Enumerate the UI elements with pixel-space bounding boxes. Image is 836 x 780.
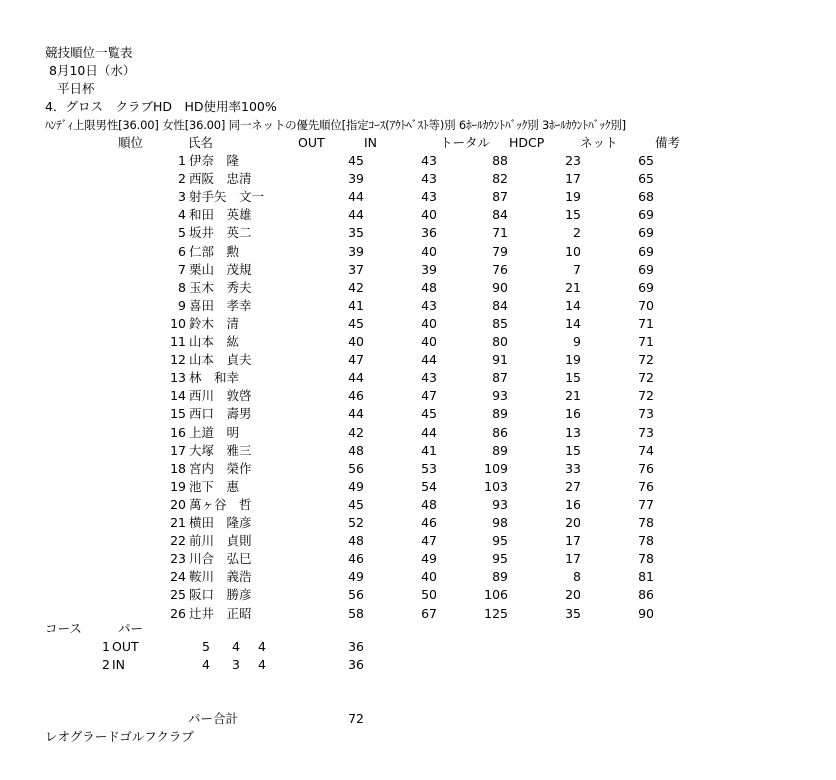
course-par-2: 3 <box>232 657 240 672</box>
cell-out: 39 <box>348 171 364 187</box>
cell-total: 80 <box>492 334 508 349</box>
cell-name: 山本 紘 <box>189 334 240 349</box>
cell-hdcp: 19 <box>565 189 581 205</box>
cell-in: 44 <box>421 352 437 368</box>
cell-net: 65 <box>638 153 654 168</box>
cell-rank: 1 <box>178 153 186 168</box>
cell-out: 52 <box>348 515 364 530</box>
cell-hdcp: 27 <box>565 478 581 494</box>
cell-net: 69 <box>638 261 654 277</box>
cell-total: 90 <box>492 279 508 295</box>
cell-net: 74 <box>638 442 654 458</box>
cell-net: 77 <box>638 496 654 512</box>
cell-net: 78 <box>638 533 654 549</box>
header-rank: 順位 <box>118 135 144 150</box>
cell-net: 73 <box>638 424 654 440</box>
cell-hdcp: 19 <box>565 352 581 368</box>
cell-net: 72 <box>638 370 654 386</box>
doc-title: 競技順位一覧表 <box>45 45 133 60</box>
cell-out: 48 <box>348 442 364 458</box>
cell-out: 42 <box>348 424 364 440</box>
cell-in: 47 <box>421 533 437 549</box>
course-par-3: 4 <box>258 657 266 672</box>
cell-total: 106 <box>484 587 508 603</box>
cell-name: 坂井 英二 <box>189 225 252 241</box>
cell-in: 67 <box>421 605 437 621</box>
header-note: 備考 <box>655 135 681 150</box>
cell-total: 76 <box>492 261 508 277</box>
cell-out: 49 <box>348 478 364 494</box>
cell-in: 40 <box>421 334 437 349</box>
cell-hdcp: 23 <box>565 153 581 168</box>
cell-in: 44 <box>421 424 437 440</box>
cell-total: 95 <box>492 551 508 567</box>
cell-name: 川合 弘巳 <box>189 551 252 567</box>
cell-rank: 8 <box>178 279 186 295</box>
cell-hdcp: 15 <box>565 370 581 386</box>
cell-net: 78 <box>638 551 654 567</box>
doc-date: 8月10日（水） <box>49 63 136 78</box>
cell-hdcp: 8 <box>573 569 581 585</box>
cell-rank: 22 <box>170 533 186 549</box>
cell-in: 54 <box>421 478 437 494</box>
course-name: IN <box>112 657 126 672</box>
cell-total: 98 <box>492 515 508 530</box>
cell-out: 42 <box>348 279 364 295</box>
cell-in: 40 <box>421 243 437 259</box>
cell-total: 89 <box>492 442 508 458</box>
cell-in: 43 <box>421 153 437 168</box>
cell-rank: 12 <box>170 352 186 368</box>
cell-total: 82 <box>492 171 508 187</box>
cell-rank: 14 <box>170 388 186 404</box>
header-total: トータル <box>440 135 491 150</box>
cell-net: 76 <box>638 478 654 494</box>
cell-rank: 16 <box>170 424 186 440</box>
cell-in: 50 <box>421 587 437 603</box>
par-total-value: 72 <box>348 711 364 726</box>
cell-hdcp: 21 <box>565 388 581 404</box>
header-hdcp: HDCP <box>509 135 545 150</box>
course-no: 1 <box>102 639 110 654</box>
cell-in: 40 <box>421 569 437 585</box>
cell-out: 45 <box>348 315 364 331</box>
cell-net: 86 <box>638 587 654 603</box>
cell-net: 71 <box>638 334 654 349</box>
cell-hdcp: 21 <box>565 279 581 295</box>
cell-rank: 2 <box>178 171 186 187</box>
cell-name: 前川 貞則 <box>189 533 252 549</box>
cell-net: 68 <box>638 189 654 205</box>
cell-in: 46 <box>421 515 437 530</box>
cell-rank: 17 <box>170 442 186 458</box>
cell-out: 45 <box>348 496 364 512</box>
cell-rank: 24 <box>170 569 186 585</box>
course-par-2: 4 <box>232 639 240 654</box>
cell-name: 宮内 榮作 <box>189 460 252 476</box>
cell-out: 47 <box>348 352 364 368</box>
cell-net: 65 <box>638 171 654 187</box>
cell-hdcp: 7 <box>573 261 581 277</box>
cell-total: 71 <box>492 225 508 241</box>
cell-total: 89 <box>492 569 508 585</box>
cell-out: 41 <box>348 297 364 313</box>
course-par-total: 36 <box>348 657 364 672</box>
cell-in: 48 <box>421 496 437 512</box>
cell-net: 69 <box>638 279 654 295</box>
cell-in: 43 <box>421 189 437 205</box>
cell-out: 44 <box>348 189 364 205</box>
course-no: 2 <box>102 657 110 672</box>
cell-hdcp: 17 <box>565 551 581 567</box>
cell-out: 49 <box>348 569 364 585</box>
cell-hdcp: 15 <box>565 442 581 458</box>
cell-rank: 6 <box>178 243 186 259</box>
cell-in: 40 <box>421 315 437 331</box>
course-par-1: 5 <box>202 639 210 654</box>
cell-total: 87 <box>492 370 508 386</box>
cell-name: 喜田 孝幸 <box>189 297 252 313</box>
cell-hdcp: 20 <box>565 515 581 530</box>
cell-in: 41 <box>421 442 437 458</box>
cell-in: 39 <box>421 261 437 277</box>
cell-rank: 18 <box>170 460 186 476</box>
cell-rank: 11 <box>170 334 186 349</box>
cell-hdcp: 17 <box>565 171 581 187</box>
cell-total: 109 <box>484 460 508 476</box>
cell-net: 69 <box>638 243 654 259</box>
cell-name: 辻井 正昭 <box>189 605 252 621</box>
cell-out: 39 <box>348 243 364 259</box>
cell-in: 40 <box>421 207 437 223</box>
cell-rank: 13 <box>170 370 186 386</box>
cell-rank: 5 <box>178 225 186 241</box>
cell-hdcp: 16 <box>565 406 581 422</box>
course-par-total: 36 <box>348 639 364 654</box>
header-out: OUT <box>298 135 325 150</box>
cell-name: 池下 惠 <box>189 478 240 494</box>
cell-hdcp: 2 <box>573 225 581 241</box>
course-name: OUT <box>112 639 139 654</box>
cell-net: 76 <box>638 460 654 476</box>
cell-name: 射手矢 文一 <box>189 189 265 205</box>
header-in: IN <box>364 135 378 150</box>
cell-hdcp: 17 <box>565 533 581 549</box>
cell-in: 43 <box>421 297 437 313</box>
cell-in: 47 <box>421 388 437 404</box>
cell-total: 91 <box>492 352 508 368</box>
cell-name: 鈴木 清 <box>189 315 240 331</box>
cell-out: 44 <box>348 370 364 386</box>
header-net: ネット <box>580 135 618 150</box>
header-name: 氏名 <box>188 135 214 150</box>
cell-total: 85 <box>492 315 508 331</box>
cell-in: 48 <box>421 279 437 295</box>
cell-out: 44 <box>348 207 364 223</box>
cell-name: 山本 貞夫 <box>189 352 252 368</box>
cell-name: 伊奈 隆 <box>189 153 240 168</box>
cell-rank: 10 <box>170 315 186 331</box>
cell-hdcp: 14 <box>565 297 581 313</box>
cell-out: 58 <box>348 605 364 621</box>
cell-total: 93 <box>492 388 508 404</box>
cell-rank: 21 <box>170 515 186 530</box>
cell-in: 49 <box>421 551 437 567</box>
club-name: レオグラードゴルフクラブ <box>45 729 194 744</box>
cell-hdcp: 33 <box>565 460 581 476</box>
cell-rank: 26 <box>170 605 186 621</box>
cell-total: 95 <box>492 533 508 549</box>
course-par-1: 4 <box>202 657 210 672</box>
cell-name: 栗山 茂規 <box>189 261 252 277</box>
cell-out: 56 <box>348 587 364 603</box>
cell-net: 72 <box>638 352 654 368</box>
cell-hdcp: 35 <box>565 605 581 621</box>
cell-total: 93 <box>492 496 508 512</box>
par-label: パー <box>118 621 144 636</box>
cell-rank: 23 <box>170 551 186 567</box>
cell-out: 46 <box>348 388 364 404</box>
cell-out: 44 <box>348 406 364 422</box>
cell-in: 36 <box>421 225 437 241</box>
cell-name: 上道 明 <box>189 424 240 440</box>
cell-name: 西阪 忠清 <box>189 171 252 187</box>
cell-rank: 25 <box>170 587 186 603</box>
cell-net: 72 <box>638 388 654 404</box>
course-label: コース <box>45 621 82 636</box>
doc-category: 4．グロス クラブHD HD使用率100% <box>45 99 277 114</box>
cell-total: 84 <box>492 207 508 223</box>
cell-rank: 20 <box>170 496 186 512</box>
cell-total: 89 <box>492 406 508 422</box>
cell-in: 53 <box>421 460 437 476</box>
cell-rank: 4 <box>178 207 186 223</box>
cell-rank: 3 <box>178 189 186 205</box>
cell-hdcp: 14 <box>565 315 581 331</box>
cell-out: 37 <box>348 261 364 277</box>
cell-total: 125 <box>484 605 508 621</box>
cell-net: 90 <box>638 605 654 621</box>
cell-net: 78 <box>638 515 654 530</box>
cell-name: 横田 隆彦 <box>189 515 252 530</box>
cell-net: 69 <box>638 207 654 223</box>
cell-in: 45 <box>421 406 437 422</box>
cell-in: 43 <box>421 171 437 187</box>
cell-name: 玉木 秀夫 <box>189 279 252 295</box>
cell-in: 43 <box>421 370 437 386</box>
cell-hdcp: 10 <box>565 243 581 259</box>
cell-hdcp: 13 <box>565 424 581 440</box>
cell-hdcp: 16 <box>565 496 581 512</box>
cell-total: 88 <box>492 153 508 168</box>
cell-name: 大塚 雅三 <box>189 442 252 458</box>
cell-total: 103 <box>484 478 508 494</box>
cell-net: 69 <box>638 225 654 241</box>
cell-rank: 9 <box>178 297 186 313</box>
cell-hdcp: 9 <box>573 334 581 349</box>
doc-event: 平日杯 <box>57 81 95 96</box>
cell-name: 阪口 勝彦 <box>189 587 252 603</box>
cell-total: 87 <box>492 189 508 205</box>
cell-rank: 15 <box>170 406 186 422</box>
cell-name: 西口 壽男 <box>189 406 252 422</box>
cell-out: 48 <box>348 533 364 549</box>
cell-name: 和田 英雄 <box>189 207 252 223</box>
cell-net: 70 <box>638 297 654 313</box>
cell-rank: 19 <box>170 478 186 494</box>
cell-out: 35 <box>348 225 364 241</box>
cell-name: 萬ヶ谷 哲 <box>189 496 252 512</box>
par-total-label: パー合計 <box>188 711 239 726</box>
cell-hdcp: 20 <box>565 587 581 603</box>
cell-out: 45 <box>348 153 364 168</box>
course-par-3: 4 <box>258 639 266 654</box>
cell-name: 鞍川 義浩 <box>189 569 252 585</box>
cell-name: 林 和幸 <box>189 370 240 386</box>
doc-rule: ﾊﾝﾃﾞｨ上限男性[36.00] 女性[36.00] 同一ネットの優先順位[指定ｺｰｽ(ｱｳﾄﾍﾞｽﾄ等)別 6ﾎｰﾙｶｳﾝﾄﾊﾞｯｸ別 3ﾎｰﾙｶｳﾝﾄﾊﾞｯｸ別] <box>45 118 626 132</box>
cell-net: 73 <box>638 406 654 422</box>
cell-total: 86 <box>492 424 508 440</box>
cell-net: 81 <box>638 569 654 585</box>
cell-rank: 7 <box>178 261 186 277</box>
cell-name: 西川 敦啓 <box>189 388 252 404</box>
cell-out: 40 <box>348 334 364 349</box>
cell-net: 71 <box>638 315 654 331</box>
cell-total: 79 <box>492 243 508 259</box>
cell-total: 84 <box>492 297 508 313</box>
cell-out: 46 <box>348 551 364 567</box>
cell-out: 56 <box>348 460 364 476</box>
cell-hdcp: 15 <box>565 207 581 223</box>
cell-name: 仁部 勲 <box>189 243 240 259</box>
